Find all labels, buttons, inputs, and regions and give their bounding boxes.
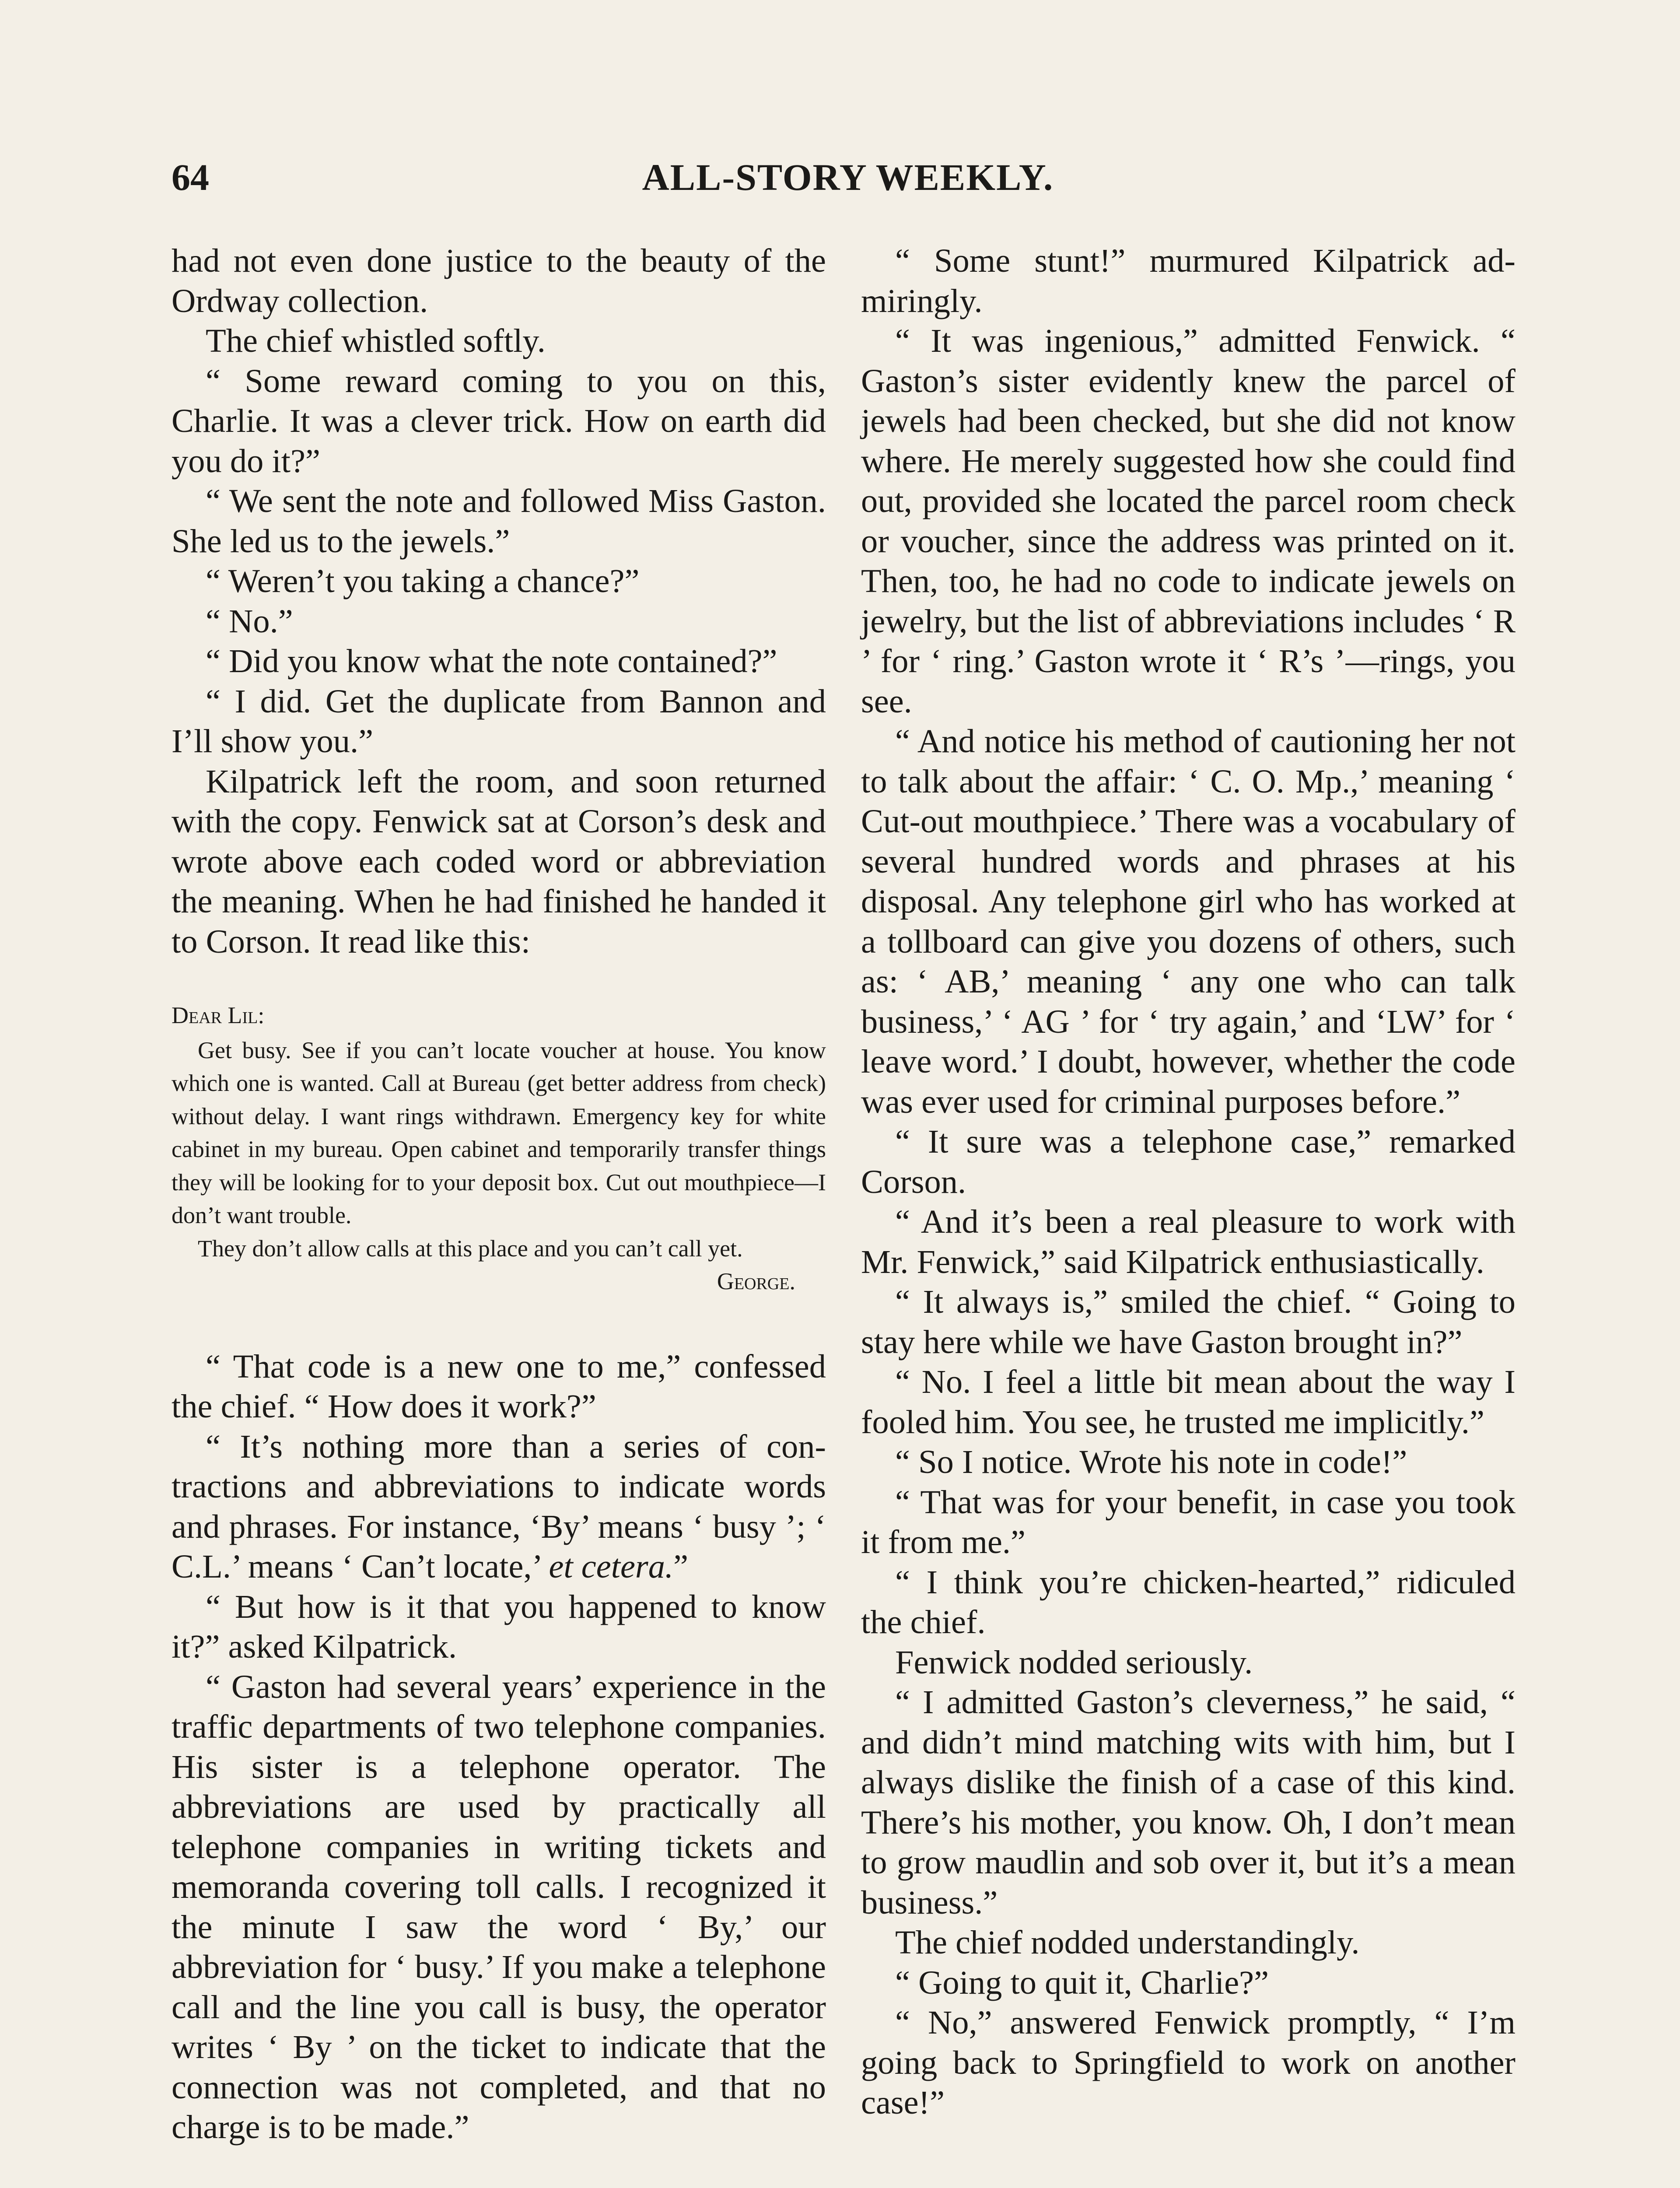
paragraph: “ No.”	[206, 602, 293, 640]
paragraph: “ It always is,” smiled the chief. “ Going to stay here while we have Gaston brought in?”	[861, 1283, 1516, 1360]
paragraph: “ And notice his method of cautioning her not to talk about the affair: ‘ C. O. Mp.,’ meaning ‘ Cut-out mouthpiece.’ There was a vocabulary of several hundred words and phrases at his disposal. Any telephone girl who has worked at a tollboard can give you dozens of others, such as: ‘ AB,’ meaning ‘ any one who can talk business,’ ‘ AG ’ for ‘ try again,’ and ‘LW’ for ‘ leave word.’ I doubt, however, whether the code was ever used for criminal purposes before.”	[861, 722, 1516, 1120]
paragraph: “ Some reward coming to you on this, Charlie. It was a clever trick. How on earth did you do it?”	[172, 362, 826, 480]
paragraph	[172, 1427, 826, 1587]
paragraph: “ Gaston had several years’ experience in the traffic departments of two telephone companies. His sister is a telephone operator. The abbreviations are used by practically all telephone companies in writing tickets and memoranda covering toll calls. I recognized it the minute I saw the word ‘ By,’ our abbreviation for ‘ busy.’ If you make a telephone call and the line you call is busy, the operator writes ‘ By ’ on the ticket to indicate that the connection was not completed, and that no charge is to be made.”	[172, 1668, 826, 2146]
paragraph: “ That was for your benefit, in case you took it from me.”	[861, 1483, 1516, 1560]
letter-closing-line	[172, 1232, 826, 1266]
paragraph: “ But how is it that you happened to know it?” asked Kilpatrick.	[172, 1588, 826, 1665]
page-header	[172, 158, 1524, 215]
letter-signature: George.	[717, 1268, 795, 1294]
right-column	[861, 241, 1516, 2123]
paragraph: “ And it’s been a real pleasure to work with Mr. Fenwick,” said Kilpatrick enthusiastically.	[861, 1203, 1516, 1280]
letter-salutation: Dear Lil:	[172, 1002, 265, 1028]
paragraph: “ I did. Get the duplicate from Bannon and I’ll show you.”	[172, 682, 826, 760]
letter-body: Get busy. See if you can’t locate voucher at house. You know which one is wanted. Call at Bureau (get better address from check) without delay. I want rings withdrawn. Emergency key for white cabinet in my bureau. Open cabinet and temporarily transfer things they will be looking for to your deposit box. Cut out mouthpiece—I don’t want trouble.	[172, 1037, 826, 1228]
paragraph: Kilpatrick left the room, and soon returned with the copy. Fenwick sat at Corson’s desk and wrote above each coded word or abbreviation the meaning. When he had finished he handed it to Corson. It read like this:	[172, 762, 826, 960]
paragraph: “ It was ingenious,” admitted Fenwick. “ Gaston’s sister evidently knew the parcel of jewels had been checked, but she did not know where. He merely suggested how she could find out, provided she located the parcel room check or voucher, since the address was printed on it. Then, too, he had no code to indicate jewels on jewelry, but the list of abbreviations includes ‘ R ’ for ‘ ring.’ Gaston wrote it ‘ R’s ’—rings, you see.	[861, 322, 1516, 720]
page-number: 64	[172, 156, 209, 198]
coded-letter	[172, 999, 826, 1298]
paragraph: “ Some stunt!” murmured Kilpatrick admiringly.	[861, 242, 1516, 319]
paragraph: “ I admitted Gaston’s cleverness,” he said, “ and didn’t mind matching wits with him, but I always dislike the finish of a case of this kind. There’s his mother, you know. Oh, I don’t mean to grow maudlin and sob over it, but it’s a mean business.”	[861, 1683, 1516, 1921]
paragraph-text: “ It’s nothing more than a series of contractions and abbreviations to indicate words and phrases. For instance, ‘By’ means ‘ busy ’; ‘ C.L.’ means ‘ Can’t locate,’	[172, 1427, 826, 1585]
running-title: ALL-STORY WEEKLY.	[642, 156, 1054, 198]
left-column	[172, 241, 826, 2147]
paragraph: “ It sure was a telephone case,” remarked Corson.	[861, 1123, 1516, 1200]
paragraph: had not even done justice to the beauty of the Ordway collection.	[172, 242, 826, 319]
paragraph: The chief whistled softly.	[206, 322, 546, 359]
paragraph: “ That code is a new one to me,” confessed the chief. “ How does it work?”	[172, 1347, 826, 1425]
paragraph: “ No,” answered Fenwick promptly, “ I’m going back to Springfield to work on another case!”	[861, 2004, 1516, 2121]
paragraph: “ So I notice. Wrote his note in code!”	[895, 1443, 1407, 1480]
paragraph: “ Did you know what the note contained?”	[206, 642, 777, 680]
paragraph: “ Going to quit it, Charlie?”	[895, 1964, 1269, 2001]
letter-signature-line	[172, 1265, 826, 1298]
closing-quote: ”	[673, 1548, 689, 1585]
italic-phrase: et cetera.	[549, 1548, 674, 1585]
paragraph: “ No. I feel a little bit mean about the way I fooled him. You see, he trusted me implicitly.”	[861, 1363, 1516, 1441]
paragraph: Fenwick nodded seriously.	[895, 1643, 1253, 1681]
paragraph: “ I think you’re chicken-hearted,” ridiculed the chief.	[861, 1563, 1516, 1641]
paragraph: The chief nodded understandingly.	[895, 1924, 1360, 1961]
letter-closing: They don’t allow calls at this place and you can’t call yet.	[198, 1235, 743, 1262]
paragraph: “ Weren’t you taking a chance?”	[206, 562, 640, 600]
paragraph: “ We sent the note and followed Miss Gaston. She led us to the jewels.”	[172, 482, 826, 560]
